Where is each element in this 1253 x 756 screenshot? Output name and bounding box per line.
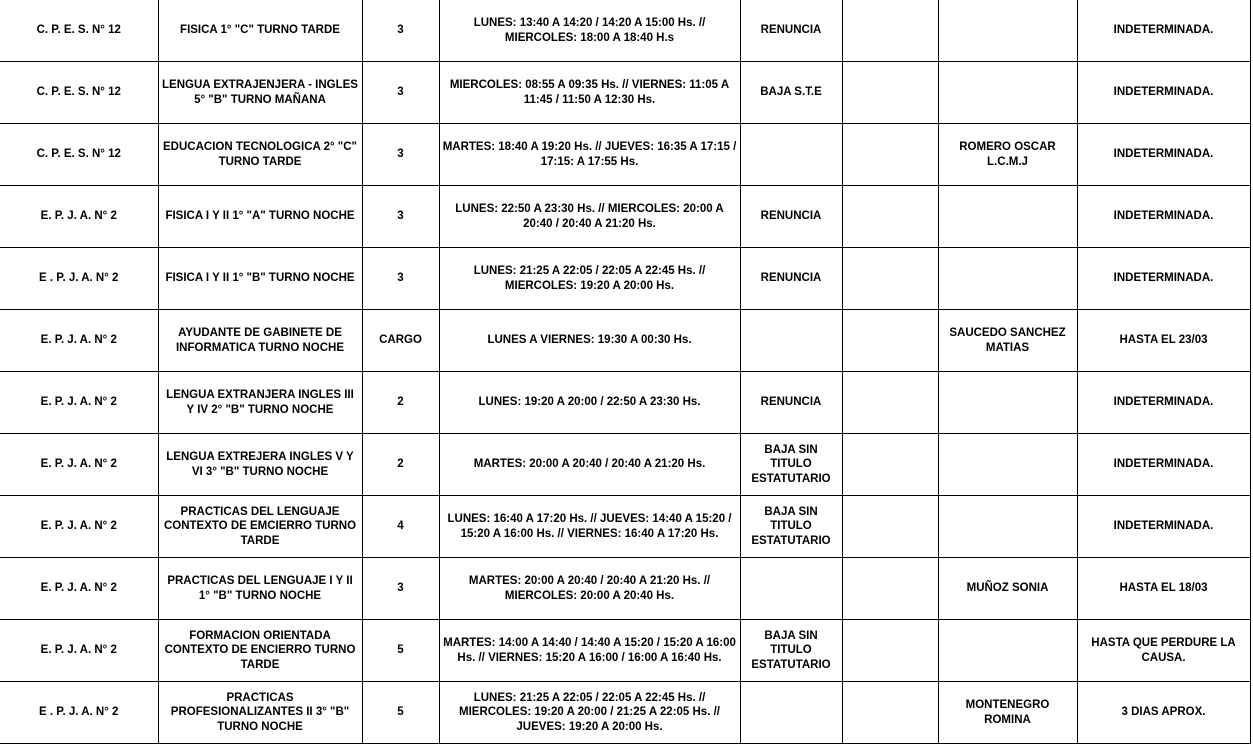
hours-cell: 3 [362, 558, 439, 620]
subject-cell: PRACTICAS DEL LENGUAJE I Y II 1° "B" TURNO NOCHE [158, 558, 362, 620]
substitute-cell [938, 496, 1077, 558]
duration-cell: 3 DIAS APROX. [1077, 682, 1250, 744]
schedule-cell: LUNES: 21:25 A 22:05 / 22:05 A 22:45 Hs. // MIERCOLES: 19:20 A 20:00 Hs. [439, 248, 740, 310]
subject-cell: FISICA I Y II 1° "B" TURNO NOCHE [158, 248, 362, 310]
school-cell: E. P. J. A. N° 2 [0, 434, 158, 496]
empty-cell [842, 558, 938, 620]
duration-cell: INDETERMINADA. [1077, 434, 1250, 496]
schedule-cell: LUNES: 21:25 A 22:05 / 22:05 A 22:45 Hs. // MIERCOLES: 19:20 A 20:00 / 21:25 A 22:05 Hs. // JUEVES: 19:20 A 20:00 Hs. [439, 682, 740, 744]
substitute-cell [938, 0, 1077, 62]
hours-cell: 3 [362, 186, 439, 248]
table-row [0, 620, 1250, 682]
substitute-cell: MUÑOZ SONIA [938, 558, 1077, 620]
reason-cell: BAJA SIN TITULO ESTATUTARIO [740, 620, 842, 682]
school-cell: E. P. J. A. N° 2 [0, 620, 158, 682]
hours-cell: 3 [362, 124, 439, 186]
subject-cell: EDUCACION TECNOLOGICA 2° "C" TURNO TARDE [158, 124, 362, 186]
school-cell: E. P. J. A. N° 2 [0, 558, 158, 620]
schedule-cell: MIERCOLES: 08:55 A 09:35 Hs. // VIERNES: 11:05 A 11:45 / 11:50 A 12:30 Hs. [439, 62, 740, 124]
duration-cell: HASTA QUE PERDURE LA CAUSA. [1077, 620, 1250, 682]
table-row [0, 310, 1250, 372]
schedule-cell: LUNES: 13:40 A 14:20 / 14:20 A 15:00 Hs. // MIERCOLES: 18:00 A 18:40 H.s [439, 0, 740, 62]
hours-cell: 2 [362, 434, 439, 496]
school-cell: C. P. E. S. N° 12 [0, 0, 158, 62]
reason-cell [740, 558, 842, 620]
hours-cell: 5 [362, 620, 439, 682]
empty-cell [842, 434, 938, 496]
substitute-cell: SAUCEDO SANCHEZ MATIAS [938, 310, 1077, 372]
duration-cell: INDETERMINADA. [1077, 186, 1250, 248]
subject-cell: FISICA 1° "C" TURNO TARDE [158, 0, 362, 62]
duration-cell: INDETERMINADA. [1077, 248, 1250, 310]
empty-cell [842, 682, 938, 744]
school-cell: E. P. J. A. N° 2 [0, 310, 158, 372]
school-cell: C. P. E. S. N° 12 [0, 124, 158, 186]
empty-cell [842, 186, 938, 248]
duration-cell: HASTA EL 18/03 [1077, 558, 1250, 620]
schedule-cell: MARTES: 20:00 A 20:40 / 20:40 A 21:20 Hs. // MIERCOLES: 20:00 A 20:40 Hs. [439, 558, 740, 620]
schedule-cell: MARTES: 14:00 A 14:40 / 14:40 A 15:20 / 15:20 A 16:00 Hs. // VIERNES: 15:20 A 16:00 / 16:00 A 16:40 Hs. [439, 620, 740, 682]
subject-cell: FORMACION ORIENTADA CONTEXTO DE ENCIERRO TURNO TARDE [158, 620, 362, 682]
subject-cell: AYUDANTE DE GABINETE DE INFORMATICA TURNO NOCHE [158, 310, 362, 372]
reason-cell [740, 682, 842, 744]
reason-cell: RENUNCIA [740, 186, 842, 248]
duration-cell: INDETERMINADA. [1077, 496, 1250, 558]
subject-cell: LENGUA EXTRANJERA INGLES III Y IV 2° "B" TURNO NOCHE [158, 372, 362, 434]
school-cell: E . P. J. A. N° 2 [0, 682, 158, 744]
hours-cell: 3 [362, 248, 439, 310]
schedule-cell: MARTES: 18:40 A 19:20 Hs. // JUEVES: 16:35 A 17:15 / 17:15: A 17:55 Hs. [439, 124, 740, 186]
subject-cell: LENGUA EXTREJERA INGLES V Y VI 3° "B" TURNO NOCHE [158, 434, 362, 496]
empty-cell [842, 0, 938, 62]
reason-cell: RENUNCIA [740, 248, 842, 310]
hours-cell: 4 [362, 496, 439, 558]
schedule-cell: LUNES: 16:40 A 17:20 Hs. // JUEVES: 14:40 A 15:20 / 15:20 A 16:00 Hs. // VIERNES: 16:40 A 17:20 Hs. [439, 496, 740, 558]
empty-cell [842, 310, 938, 372]
duration-cell: INDETERMINADA. [1077, 62, 1250, 124]
substitute-cell: ROMERO OSCAR L.C.M.J [938, 124, 1077, 186]
table-row [0, 62, 1250, 124]
hours-cell: 5 [362, 682, 439, 744]
table-row [0, 682, 1250, 744]
school-cell: E. P. J. A. N° 2 [0, 186, 158, 248]
duration-cell: INDETERMINADA. [1077, 372, 1250, 434]
table-row [0, 186, 1250, 248]
schedule-cell: LUNES: 19:20 A 20:00 / 22:50 A 23:30 Hs. [439, 372, 740, 434]
substitute-cell [938, 248, 1077, 310]
table-row [0, 434, 1250, 496]
table-row [0, 372, 1250, 434]
reason-cell [740, 310, 842, 372]
table-row [0, 248, 1250, 310]
hours-cell: 2 [362, 372, 439, 434]
substitute-cell [938, 620, 1077, 682]
substitute-cell [938, 186, 1077, 248]
empty-cell [842, 62, 938, 124]
school-cell: E. P. J. A. N° 2 [0, 496, 158, 558]
reason-cell: BAJA S.T.E [740, 62, 842, 124]
empty-cell [842, 620, 938, 682]
hours-cell: CARGO [362, 310, 439, 372]
subject-cell: FISICA I Y II 1° "A" TURNO NOCHE [158, 186, 362, 248]
empty-cell [842, 496, 938, 558]
substitute-cell: MONTENEGRO ROMINA [938, 682, 1077, 744]
reason-cell: BAJA SIN TITULO ESTATUTARIO [740, 434, 842, 496]
subject-cell: PRACTICAS PROFESIONALIZANTES II 3° "B" TURNO NOCHE [158, 682, 362, 744]
substitute-cell [938, 434, 1077, 496]
table-row [0, 0, 1250, 62]
schedule-cell: MARTES: 20:00 A 20:40 / 20:40 A 21:20 Hs. [439, 434, 740, 496]
substitute-cell [938, 372, 1077, 434]
reason-cell [740, 124, 842, 186]
table-row [0, 496, 1250, 558]
reason-cell: BAJA SIN TITULO ESTATUTARIO [740, 496, 842, 558]
schedule-cell: LUNES A VIERNES: 19:30 A 00:30 Hs. [439, 310, 740, 372]
reason-cell: RENUNCIA [740, 372, 842, 434]
subject-cell: LENGUA EXTRAJENJERA - INGLES 5° "B" TURNO MAÑANA [158, 62, 362, 124]
hours-cell: 3 [362, 0, 439, 62]
school-cell: E . P. J. A. N° 2 [0, 248, 158, 310]
table-row [0, 558, 1250, 620]
school-cell: C. P. E. S. N° 12 [0, 62, 158, 124]
reason-cell: RENUNCIA [740, 0, 842, 62]
subject-cell: PRACTICAS DEL LENGUAJE CONTEXTO DE EMCIERRO TURNO TARDE [158, 496, 362, 558]
empty-cell [842, 372, 938, 434]
school-cell: E. P. J. A. N° 2 [0, 372, 158, 434]
duration-cell: INDETERMINADA. [1077, 124, 1250, 186]
substitute-cell [938, 62, 1077, 124]
table-row [0, 124, 1250, 186]
hours-cell: 3 [362, 62, 439, 124]
empty-cell [842, 124, 938, 186]
empty-cell [842, 248, 938, 310]
schedule-cell: LUNES: 22:50 A 23:30 Hs. // MIERCOLES: 20:00 A 20:40 / 20:40 A 21:20 Hs. [439, 186, 740, 248]
duration-cell: INDETERMINADA. [1077, 0, 1250, 62]
duration-cell: HASTA EL 23/03 [1077, 310, 1250, 372]
